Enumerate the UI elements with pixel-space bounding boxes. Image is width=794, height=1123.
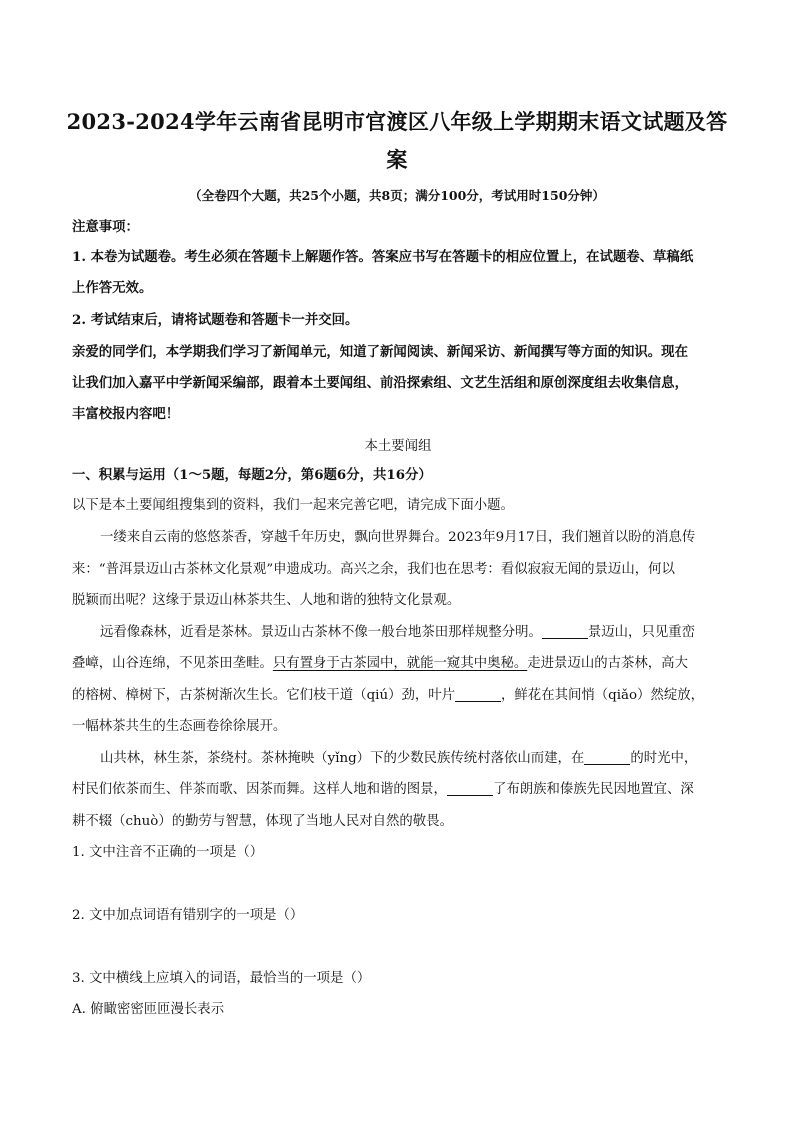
- article-p1-line1: 一缕来自云南的悠悠茶香，穿越千年历史，飘向世界舞台。2023年9月17日，我们翘首以盼的消息传: [100, 530, 696, 545]
- part-title: 一、积累与运用（1～5题，每题2分，第6题6分，共16分）: [72, 467, 432, 483]
- answer-blank: [584, 749, 630, 765]
- article-p2-line3: [72, 685, 724, 707]
- exam-title-line2: 案: [386, 147, 408, 172]
- answer-blank: [447, 780, 493, 796]
- section-name: 本土要闻组: [364, 439, 432, 454]
- article-text: 的时光中，: [630, 751, 698, 766]
- answer-blank: [455, 686, 501, 702]
- question-3-option-a[interactable]: A. 俯瞰密密匝匝漫长表示: [72, 1002, 225, 1017]
- question-2-stem: 2. 文中加点词语有错别字的一项是（）: [72, 908, 304, 923]
- question-1-stem: 1. 文中注音不正确的一项是（）: [72, 845, 264, 860]
- article-p3-line3: 耕不辍（chuò）的勤劳与智慧，体现了当地人民对自然的敬畏。: [72, 814, 453, 829]
- article-text: 远看像森林，近看是茶林。景迈山古茶林不像一般台地茶田那样规整分明。: [100, 625, 542, 640]
- section-lead: 以下是本土要闻组搜集到的资料，我们一起来完善它吧，请完成下面小题。: [72, 498, 514, 513]
- article-text: 了布朗族和傣族先民因地置宜、深: [492, 782, 694, 797]
- article-text: 叠嶂，山谷连绵，不见茶田垄畦。: [72, 656, 273, 671]
- underlined-sentence: 只有置身于古茶园中，就能一窥其中奥秘。: [272, 656, 528, 671]
- notice-item-1: 1. 本卷为试题卷。考生必须在答题卡上解题作答。答案应书写在答题卡的相应位置上，在试题卷、草稿纸: [72, 249, 694, 265]
- intro-line-3: 丰富校报内容吧！: [72, 406, 180, 422]
- article-p3-line2: [72, 779, 724, 801]
- intro-line-2: 让我们加入嘉平中学新闻采编部，跟着本土要闻组、前沿探索组、文艺生活组和原创深度组去收集信息，: [72, 375, 688, 391]
- notice-item-2: 2. 考试结束后，请将试题卷和答题卡一并交回。: [72, 312, 359, 328]
- article-p2-line1: [72, 622, 724, 644]
- article-text: 的榕树、樟树下，古茶树渐次生长。它们枝干道（qiú）劲，叶片: [72, 688, 456, 703]
- notice-heading: 注意事项：: [72, 219, 139, 235]
- exam-title-line1: 2023-2024学年云南省昆明市官渡区八年级上学期期末语文试题及答: [66, 109, 728, 134]
- article-text: ，鲜花在其间悄（qiǎo）然绽放，: [501, 688, 705, 703]
- article-p2-line2: [72, 653, 724, 675]
- article-text: 走进景迈山的古茶林，高大: [527, 656, 688, 671]
- exam-subtitle: （全卷四个大题，共25个小题，共8页；满分100分，考试用时150分钟）: [189, 188, 605, 203]
- article-p3-line1: [72, 748, 724, 770]
- question-3-stem: 3. 文中横线上应填入的词语，最恰当的一项是（）: [72, 971, 371, 986]
- article-p1-line2: 来：“普洱景迈山古茶林文化景观”申遗成功。高兴之余，我们也在思考：看似寂寂无闻的景迈山，何以: [72, 562, 675, 577]
- article-text: 村民们依茶而生、伴茶而歌、因茶而舞。这样人地和谐的图景，: [72, 782, 447, 797]
- article-text: 景迈山，只见重峦: [587, 625, 696, 640]
- article-p1-line3: 脱颖而出呢？这缘于景迈山林茶共生、人地和谐的独特文化景观。: [72, 593, 461, 608]
- intro-line-1: 亲爱的同学们，本学期我们学习了新闻单元，知道了新闻阅读、新闻采访、新闻撰写等方面的知识。现在: [72, 344, 688, 360]
- article-p2-line4: 一幅林茶共生的生态画卷徐徐展开。: [72, 719, 287, 734]
- article-text: 山共林，林生茶，茶绕村。茶林掩映（yǐng）下的少数民族传统村落依山而建，在: [100, 751, 585, 766]
- notice-item-1-cont: 上作答无效。: [72, 280, 153, 296]
- answer-blank: [542, 623, 588, 639]
